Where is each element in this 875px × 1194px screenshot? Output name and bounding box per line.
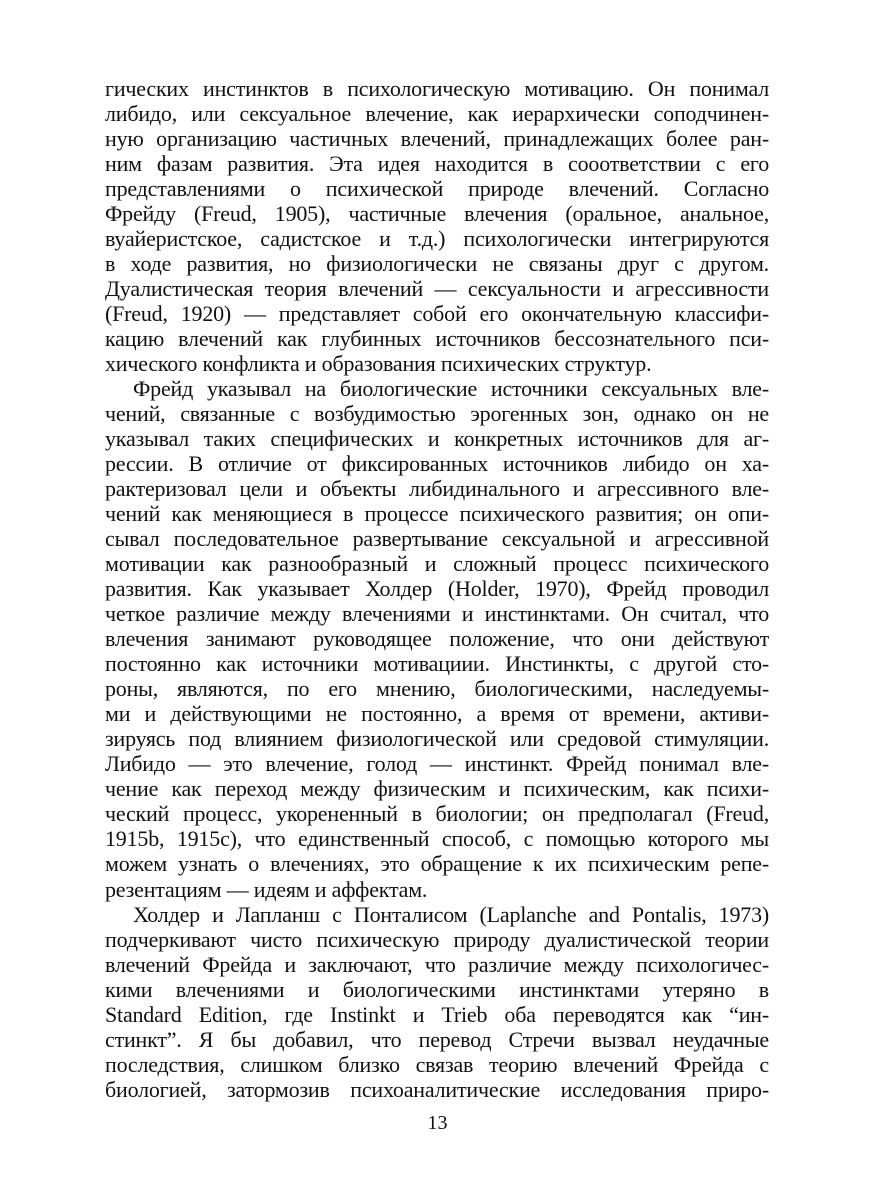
text-line: влечения занимают руководящее положение, что они действуют: [105, 626, 769, 652]
paragraph-1: [105, 76, 769, 376]
text-line: биологией, затормозив психоаналитические исследования приро-: [105, 1076, 769, 1102]
text-line: развития. Как указывает Холдер (Holder, 1970), Фрейд проводил: [105, 576, 769, 602]
text-line: ную организацию частичных влечений, принадлежащих более ран-: [105, 126, 769, 152]
text-line: постоянно как источники мотивациии. Инстинкты, с другой сто-: [105, 651, 769, 677]
text-line: чение как переход между физическим и психическим, как психи-: [105, 776, 769, 802]
paragraph-2: [105, 376, 769, 901]
text-line: в ходе развития, но физиологически не связаны друг с другом.: [105, 251, 769, 277]
text-line: Standard Edition, где Instinkt и Trieb оба переводятся как “ин-: [105, 1001, 769, 1027]
text-line: стинкт”. Я бы добавил, что перевод Стречи вызвал неудачные: [105, 1026, 769, 1052]
text-line: либидо, или сексуальное влечение, как иерархически соподчинен-: [105, 101, 769, 127]
text-line: 1915b, 1915c), что единственный способ, с помощью которого мы: [105, 826, 769, 852]
text-line: чений как меняющиеся в процессе психического развития; он опи-: [105, 501, 769, 527]
text-line: мотивации как разнообразный и сложный процесс психического: [105, 551, 769, 577]
text-line: кими влечениями и биологическими инстинктами утеряно в: [105, 976, 769, 1002]
text-line: роны, являются, по его мнению, биологическими, наследуемы-: [105, 676, 769, 702]
text-line: хического конфликта и образования психических структур.: [105, 351, 652, 377]
text-line: Фрейду (Freud, 1905), частичные влечения (оральное, анальное,: [105, 201, 769, 227]
paragraph-3: [105, 902, 769, 1102]
text-line: Холдер и Лапланш с Понталисом (Laplanche and Pontalis, 1973): [133, 901, 769, 927]
text-line: Дуалистическая теория влечений — сексуальности и агрессивности: [105, 276, 769, 302]
text-line: вуайеристское, садистское и т.д.) психологически интегрируются: [105, 226, 769, 252]
text-line: ми и действующими не постоянно, а время от времени, активи-: [105, 701, 769, 727]
text-line: зируясь под влиянием физиологической или средовой стимуляции.: [105, 726, 769, 752]
text-line: представлениями о психической природе влечений. Согласно: [105, 176, 769, 202]
text-line: указывал таких специфических и конкретных источников для аг-: [105, 426, 769, 452]
text-line: кацию влечений как глубинных источников бессознательного пси-: [105, 326, 769, 352]
text-line: Либидо — это влечение, голод — инстинкт. Фрейд понимал вле-: [105, 751, 769, 777]
text-line: влечений Фрейда и заключают, что различие между психологичес-: [105, 951, 769, 977]
text-line: четкое различие между влечениями и инстинктами. Он считал, что: [105, 601, 769, 627]
text-line: рактеризовал цели и объекты либидинального и агрессивного вле-: [105, 476, 769, 502]
page-number: 13: [427, 1112, 448, 1134]
text-line: подчеркивают чисто психическую природу дуалистической теории: [105, 926, 769, 952]
text-line: чений, связанные с возбудимостью эрогенных зон, однако он не: [105, 401, 769, 427]
text-line: резентациям — идеям и аффектам.: [105, 876, 428, 902]
text-line: сывал последовательное развертывание сексуальной и агрессивной: [105, 526, 769, 552]
text-column: [105, 76, 769, 1102]
text-line: последствия, слишком близко связав теорию влечений Фрейда с: [105, 1051, 769, 1077]
text-line: (Freud, 1920) — представляет собой его окончательную классифи-: [105, 301, 769, 327]
text-line: гических инстинктов в психологическую мотивацию. Он понимал: [105, 76, 769, 101]
text-line: можем узнать о влечениях, это обращение к их психическим репе-: [105, 851, 769, 877]
text-line: рессии. В отличие от фиксированных источников либидо он ха-: [105, 451, 769, 477]
text-line: Фрейд указывал на биологические источники сексуальных вле-: [133, 376, 769, 402]
text-line: ческий процесс, укорененный в биологии; он предполагал (Freud,: [105, 801, 769, 827]
text-line: ним фазам развития. Эта идея находится в сооответствии с его: [105, 151, 769, 177]
